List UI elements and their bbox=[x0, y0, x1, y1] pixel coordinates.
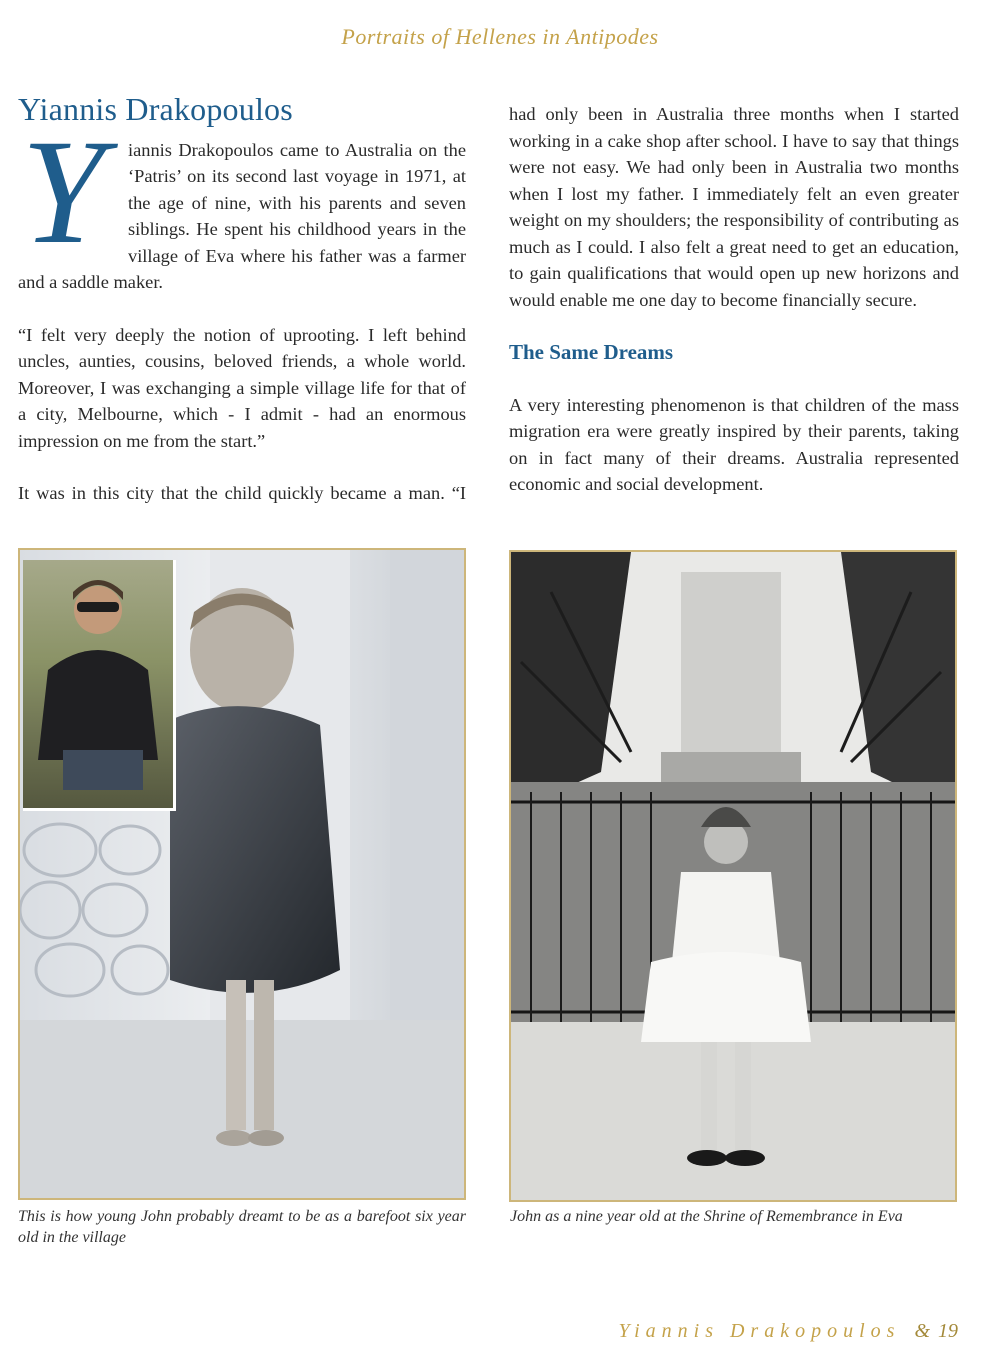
running-head: Portraits of Hellenes in Antipodes bbox=[341, 24, 659, 49]
footer-ornament: & bbox=[914, 1320, 930, 1342]
inset-photo-adult-portrait bbox=[23, 560, 176, 811]
right-column bbox=[509, 101, 959, 524]
sub-heading: The Same Dreams bbox=[509, 340, 674, 364]
intro-text: iannis Drakopoulos came to Australia on the ‘Patris’ on its second last voyage in 1971, at the age of nine, with his parents and seven siblings. He spent his childhood years in the village of Eva where his father was a farmer and a saddle maker. bbox=[18, 139, 466, 292]
footer-author-name: Yiannis Drakopoulos bbox=[618, 1320, 901, 1342]
caption-right: John as a nine year old at the Shrine of Remembrance in Eva bbox=[510, 1208, 903, 1225]
quote-paragraph: “I felt very deeply the notion of uprooting. I left behind uncles, aunties, cousins, beloved friends, a whole world. Moreover, I was exchanging a simple village life for that of a city, Melbourne, which - I admit - had an enormous impression on me from the start.” bbox=[18, 324, 466, 451]
paragraph-4: A very interesting phenomenon is that children of the mass migration era were greatly inspired by their parents, taking on in fact many of their dreams. Australia represented economic and social development. bbox=[509, 394, 959, 494]
photo-shrine-of-remembrance bbox=[509, 550, 957, 1202]
dropcap: Y bbox=[21, 108, 105, 275]
article-title: Yiannis Drakopoulos bbox=[18, 91, 293, 127]
page-footer bbox=[618, 1320, 958, 1343]
photo-shrine-image bbox=[511, 552, 955, 1200]
paragraph-3-continued: had only been in Australia three months when I started working in a cake shop after school. I have to say that things were not easy. We had only been in Australia two months when I lost my father. I immediately felt an even greater weight on my shoulders; the responsibility of contributing as much as I could. I also felt a great need to get an education, to gain qualifications that would open up new horizons and would enable me one day to become financially secure. bbox=[509, 104, 959, 310]
paragraph-3-start: It was in this city that the child quickly became a man. “I bbox=[18, 483, 466, 503]
intro-paragraph bbox=[18, 108, 466, 296]
page-number: 19 bbox=[938, 1320, 958, 1342]
left-column bbox=[18, 91, 466, 533]
photo-barefoot-child bbox=[18, 548, 466, 1200]
caption-left: This is how young John probably dreamt to be as a barefoot six year old in the village bbox=[18, 1208, 466, 1246]
